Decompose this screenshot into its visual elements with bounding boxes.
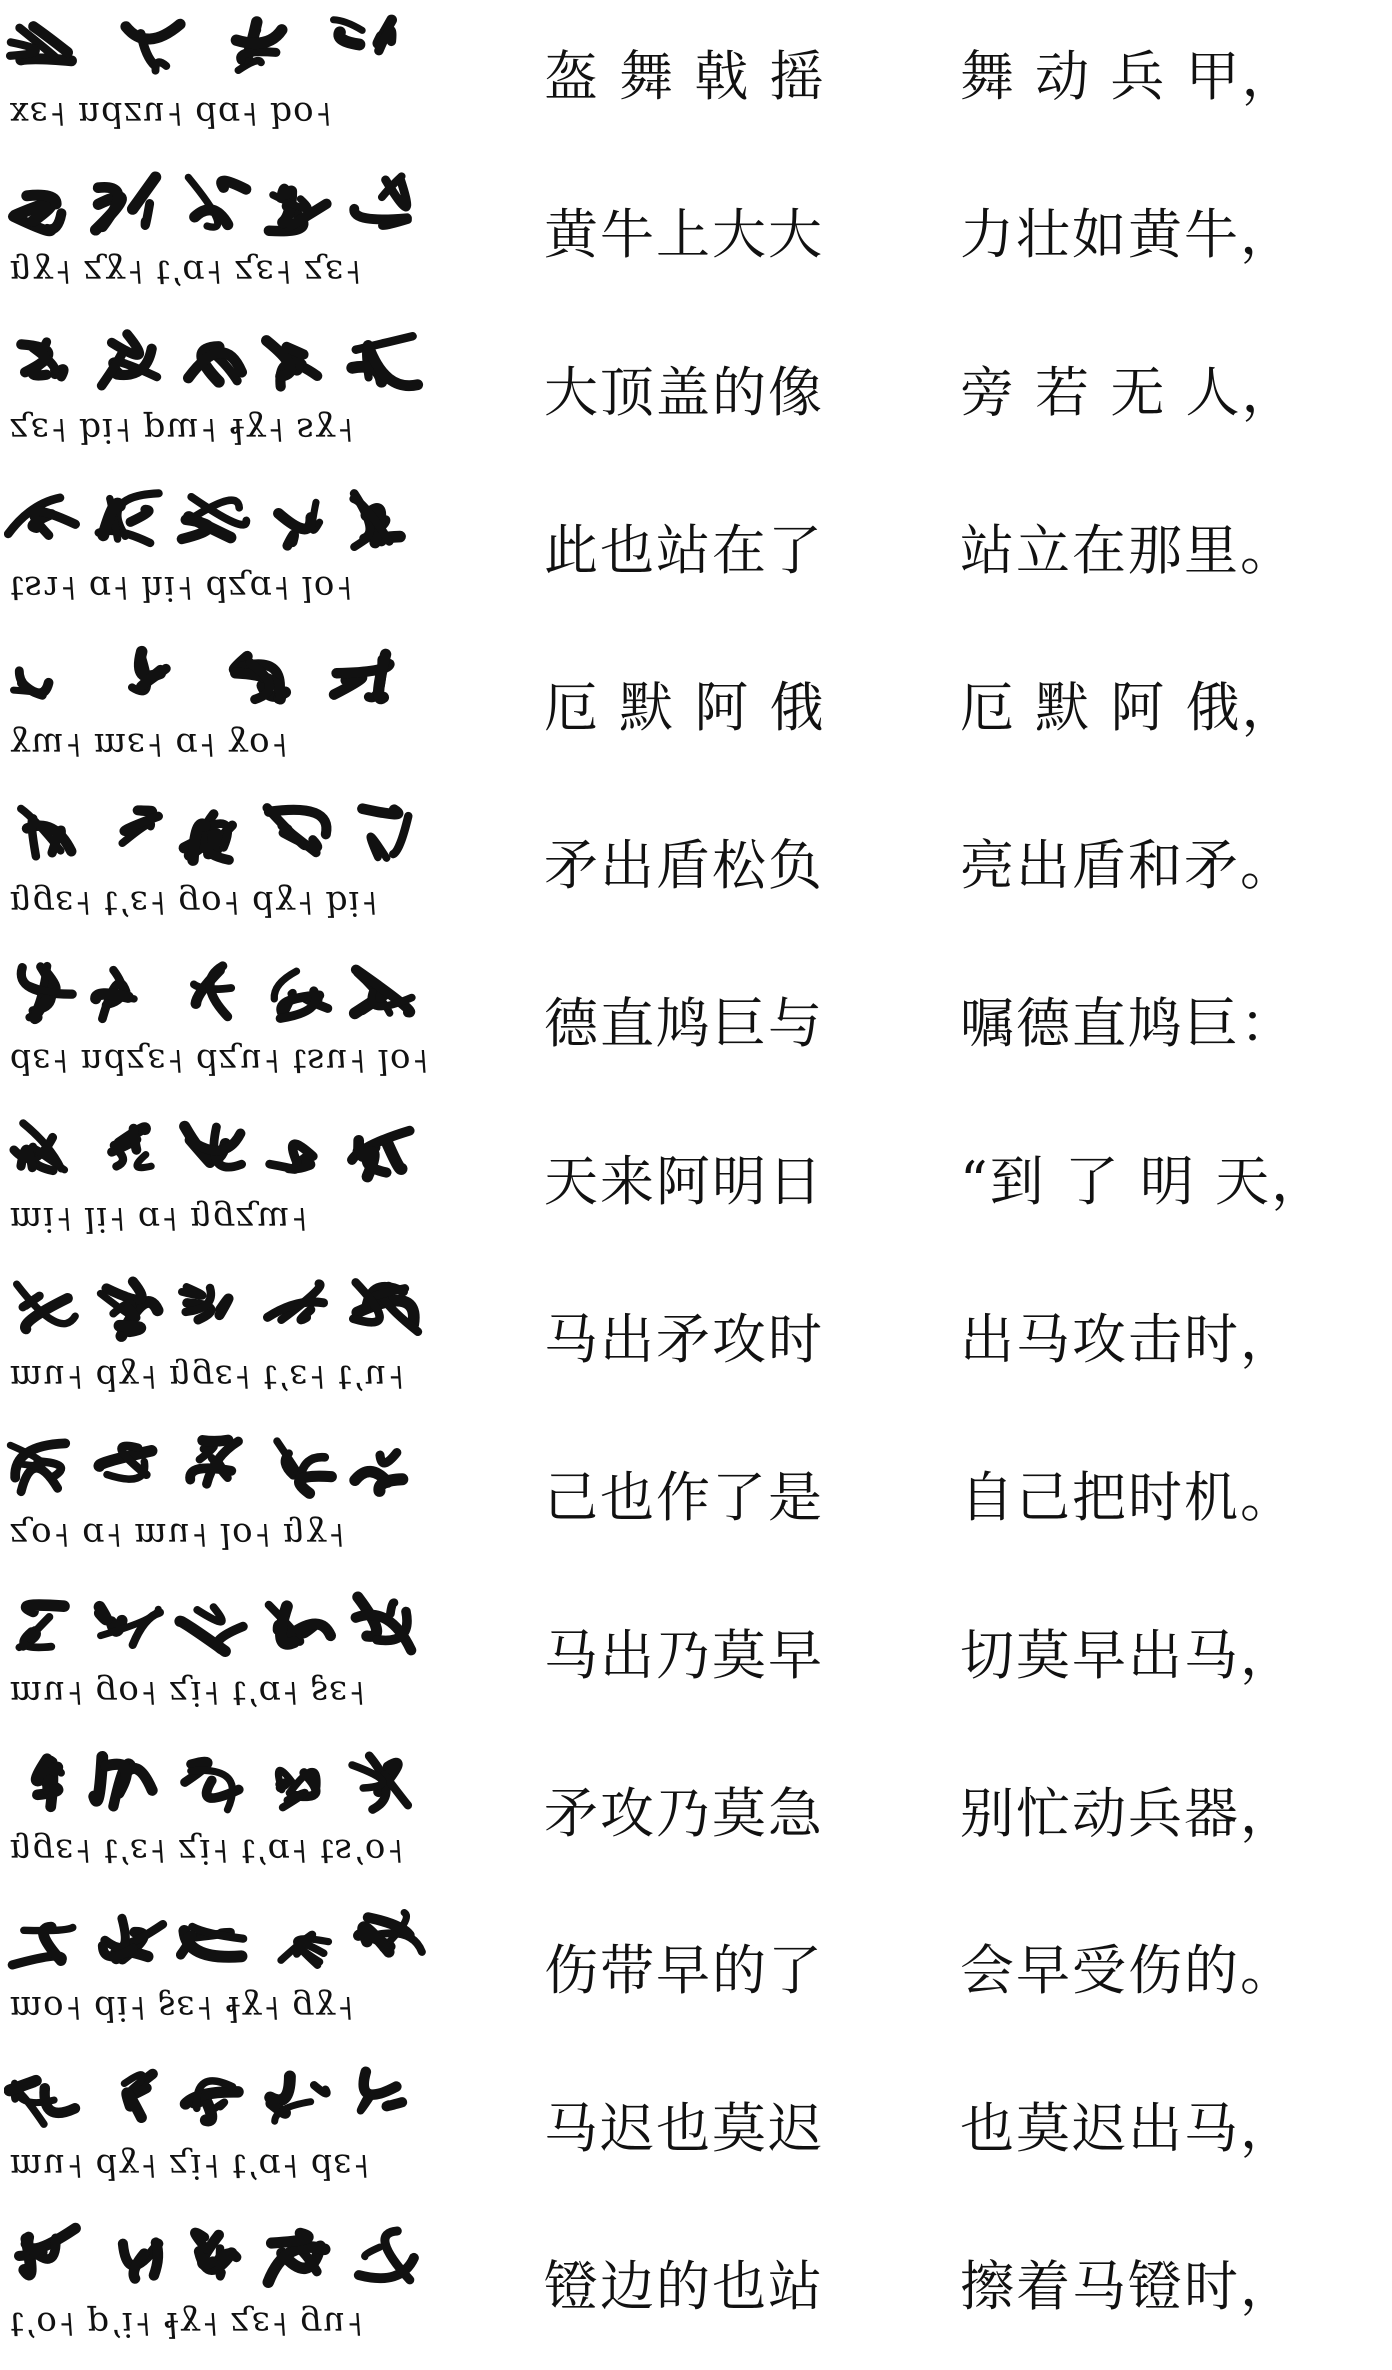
- script-glyph: [354, 493, 400, 546]
- phonetic-transcription: ŋɣ˧ ʐɣ˧ tʻɑ˧ ʐɛ˧ ʐɛ˧: [8, 251, 364, 292]
- script-glyph: [122, 811, 158, 844]
- script-cell: [4, 1263, 444, 1423]
- free-translation: 力壮如黄牛，: [960, 202, 1296, 266]
- handwritten-script: [4, 1587, 444, 1667]
- script-glyph: [277, 1441, 331, 1493]
- verse-row: [0, 1894, 1392, 2054]
- free-translation: “到 了 明 天，: [960, 1150, 1328, 1214]
- verse-row: [0, 1421, 1392, 1581]
- verse-row: [0, 474, 1392, 634]
- phonetic-transcription: mu˧ dɣ˧ ʐi˧ tʻɑ˧ dɛ˧: [8, 2146, 372, 2187]
- script-glyph: [361, 2072, 403, 2111]
- literal-translation: 黄牛上大大: [544, 202, 824, 266]
- handwritten-script: [4, 482, 444, 562]
- handwritten-script: [4, 2218, 444, 2298]
- phonetic-transcription: mu˧ dɣ˧ ŋɡɛ˧ tʻɛ˧ tʻu˧: [8, 1356, 407, 1397]
- script-glyph: [102, 334, 157, 386]
- script-glyph: [186, 2081, 239, 2121]
- literal-translation: 矛攻乃莫急: [544, 1781, 824, 1845]
- handwritten-script: [4, 955, 444, 1035]
- script-glyph: [185, 1761, 239, 1809]
- script-glyph: [362, 809, 408, 858]
- script-glyph: [17, 1284, 75, 1329]
- script-cell: [4, 1894, 444, 2054]
- script-cell: [4, 2210, 444, 2370]
- script-glyph: [236, 22, 281, 70]
- script-glyph: [268, 1284, 324, 1320]
- verse-row: [0, 789, 1392, 949]
- script-glyph: [354, 176, 408, 226]
- verse-row: [0, 1263, 1392, 1423]
- free-translation: 旁 若 无 人，: [960, 360, 1298, 424]
- phonetic-transcription: ʐo˧ ɑ˧ mu˧ lo˧ ŋɣ˧: [8, 1514, 347, 1555]
- phonetic-transcription: mi˧ li˧ ɑ˧ ŋɡʐɯ˧: [8, 1199, 310, 1240]
- verse-row: [0, 1737, 1392, 1897]
- script-cell: [4, 474, 444, 634]
- script-glyph: [274, 971, 328, 1018]
- script-glyph: [94, 1756, 152, 1806]
- script-glyph: [358, 1913, 422, 1952]
- script-glyph: [123, 2243, 158, 2279]
- script-cell: [4, 158, 444, 318]
- script-cell: [4, 789, 444, 949]
- script-glyph: [267, 340, 318, 386]
- script-glyph: [103, 1919, 163, 1960]
- handwritten-script: [4, 1271, 444, 1351]
- verse-row: [0, 158, 1392, 318]
- handwritten-script: [4, 2060, 444, 2140]
- literal-translation: 马出乃莫早: [544, 1623, 824, 1687]
- literal-translation: 镫边的也站: [544, 2255, 824, 2319]
- script-glyph: [19, 1605, 64, 1647]
- script-glyph: [278, 1770, 317, 1807]
- script-glyph: [352, 1131, 410, 1177]
- script-glyph: [353, 1282, 418, 1331]
- script-cell: [4, 2052, 444, 2212]
- verse-row: [0, 0, 1392, 160]
- free-translation: 亮出盾和矛。: [960, 834, 1296, 898]
- script-glyph: [185, 1126, 242, 1167]
- script-glyph: [356, 1597, 411, 1650]
- script-glyph: [10, 1443, 65, 1491]
- script-glyph: [101, 1281, 158, 1336]
- literal-translation: 马出矛攻时: [544, 1307, 824, 1371]
- script-glyph: [21, 342, 63, 377]
- script-glyph: [112, 1128, 151, 1168]
- script-cell: [4, 316, 444, 476]
- phonetic-transcription: dɛ˧ ndʐɛ˧ dʐu˧ tsu˧ lo˧: [8, 1041, 431, 1082]
- script-glyph: [19, 2228, 75, 2274]
- phonetic-transcription: tʻo˧ pʻi˧ ɬɣ˧ ʐɛ˧ ɡu˧: [8, 2304, 366, 2345]
- free-translation: 嘱德直鸠巨：: [960, 992, 1296, 1056]
- script-cell: [4, 631, 444, 791]
- script-glyph: [180, 1607, 243, 1651]
- verse-row: [0, 1105, 1392, 1265]
- script-glyph: [100, 1607, 160, 1645]
- script-glyph: [270, 1144, 313, 1169]
- script-cell: [4, 1421, 444, 1581]
- literal-translation: 己也作了是: [544, 1465, 824, 1529]
- phonetic-transcription: xɛ˧ ndzu˧ dɑ˧ bo˧: [8, 94, 334, 134]
- handwritten-script: [4, 1745, 444, 1825]
- handwritten-script: [4, 324, 444, 404]
- script-glyph: [334, 20, 392, 51]
- verse-row: [0, 2210, 1392, 2370]
- verse-row: [0, 631, 1392, 791]
- free-translation: 站立在那里。: [960, 518, 1296, 582]
- free-translation: 别忙动兵器，: [960, 1781, 1296, 1845]
- script-glyph: [267, 808, 326, 853]
- script-glyph: [21, 966, 72, 1019]
- script-cell: [4, 1579, 444, 1739]
- script-glyph: [12, 1928, 73, 1966]
- script-glyph: [270, 2077, 326, 2122]
- phonetic-transcription: mo˧ di˧ ʂɛ˧ ɬɣ˧ ɡɣ˧: [8, 1988, 356, 2029]
- phonetic-transcription: ŋɡɛ˧ tʻɛ˧ ʐi˧ tʻɑ˧ tsʻo˧: [8, 1830, 406, 1871]
- script-cell: [4, 1737, 444, 1897]
- script-cell: [4, 947, 444, 1107]
- free-translation: 切莫早出马，: [960, 1623, 1296, 1687]
- verse-row: [0, 1579, 1392, 1739]
- verse-row: [0, 2052, 1392, 2212]
- script-glyph: [194, 966, 231, 1017]
- literal-translation: 厄 默 阿 俄: [544, 676, 826, 740]
- script-glyph: [352, 1755, 408, 1809]
- script-glyph: [184, 814, 232, 860]
- free-translation: 自己把时机。: [960, 1465, 1296, 1529]
- script-glyph: [99, 1446, 151, 1479]
- script-glyph: [14, 1123, 65, 1171]
- script-glyph: [355, 970, 412, 1014]
- script-glyph: [126, 24, 180, 70]
- verse-row: [0, 316, 1392, 476]
- free-translation: 会早受伤的。: [960, 1939, 1296, 2003]
- script-cell: [4, 0, 444, 160]
- script-glyph: [188, 177, 246, 227]
- free-translation: 出马攻击时，: [960, 1307, 1296, 1371]
- script-glyph: [355, 1452, 402, 1490]
- verse-row: [0, 947, 1392, 1107]
- script-glyph: [352, 336, 418, 386]
- handwritten-script: [4, 1902, 444, 1982]
- script-glyph: [190, 1440, 238, 1484]
- handwritten-script: [4, 8, 444, 88]
- literal-translation: 盔 舞 戟 摇: [544, 45, 826, 108]
- free-translation: 舞 动 兵 甲，: [960, 45, 1298, 108]
- script-glyph: [99, 493, 159, 543]
- script-glyph: [269, 1605, 331, 1644]
- handwritten-script: [4, 639, 444, 719]
- script-glyph: [21, 809, 71, 857]
- handwritten-script: [4, 1429, 444, 1509]
- phonetic-transcription: ŋɡɛ˧ tʻɛ˧ ɡo˧ dɣ˧ bi˧: [8, 883, 380, 924]
- free-translation: 擦着马镫时，: [960, 2255, 1296, 2319]
- script-glyph: [8, 497, 75, 535]
- script-glyph: [96, 970, 134, 1019]
- script-glyph: [10, 26, 72, 60]
- script-glyph: [96, 177, 156, 230]
- script-glyph: [268, 2233, 324, 2282]
- literal-translation: 矛出盾松负: [544, 834, 824, 898]
- script-glyph: [359, 2231, 414, 2280]
- script-glyph: [132, 652, 166, 692]
- handwritten-script: [4, 797, 444, 877]
- script-glyph: [124, 2074, 152, 2118]
- script-glyph: [181, 1927, 244, 1957]
- free-translation: 厄 默 阿 俄，: [960, 676, 1298, 740]
- free-translation: 也莫迟出马，: [960, 2097, 1296, 2161]
- script-glyph: [188, 347, 241, 382]
- script-glyph: [195, 2232, 237, 2276]
- literal-translation: 大顶盖的像: [544, 360, 824, 424]
- phonetic-transcription: mu˧ ɡo˧ ʐi˧ tʻɑ˧ ʂɛ˧: [8, 1672, 368, 1713]
- script-glyph: [182, 1287, 229, 1320]
- literal-translation: 此也站在了: [544, 518, 824, 582]
- phonetic-transcription: tsɿ˧ ɑ˧ hi˧ dʐɑ˧ lo˧: [8, 567, 355, 608]
- script-glyph: [281, 1935, 329, 1966]
- script-glyph: [182, 496, 246, 538]
- script-glyph: [36, 1759, 61, 1807]
- literal-translation: 天来阿明日: [544, 1150, 824, 1214]
- literal-translation: 马迟也莫迟: [544, 2097, 824, 2161]
- script-glyph: [279, 502, 320, 545]
- script-glyph: [269, 188, 327, 231]
- phonetic-transcription: ʐɛ˧ bi˧ pɯ˧ ɬɣ˧ sɣ˧: [8, 409, 356, 450]
- literal-translation: 伤带早的了: [544, 1939, 824, 2003]
- literal-translation: 德直鸠巨与: [544, 992, 824, 1056]
- script-glyph: [334, 655, 389, 699]
- script-cell: [4, 1105, 444, 1265]
- handwritten-script: [4, 1113, 444, 1193]
- script-glyph: [14, 671, 49, 696]
- script-glyph: [9, 2081, 75, 2124]
- script-glyph: [234, 657, 285, 700]
- script-glyph: [13, 195, 61, 231]
- phonetic-transcription: ɣɯ˧ mɛ˧ ɑ˧ ɣo˧: [8, 725, 290, 766]
- handwritten-script: [4, 166, 444, 246]
